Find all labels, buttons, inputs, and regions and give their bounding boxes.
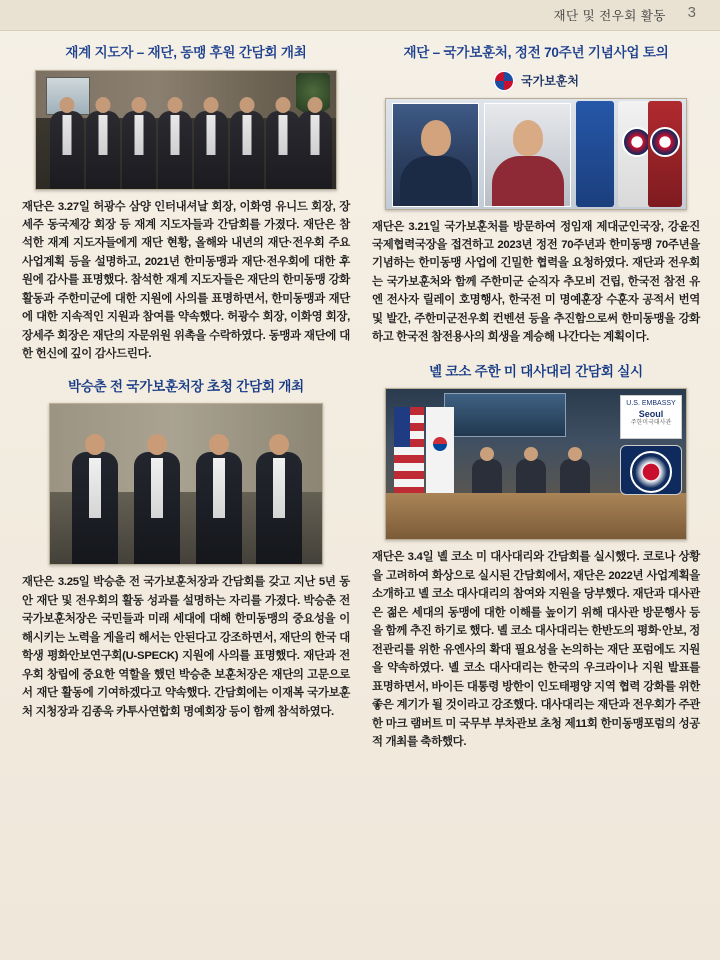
article-body: 재단은 3.25일 박승춘 전 국가보훈처장과 간담회를 갖고 지난 5년 동안 재단 및 전우회의 활동 성과를 설명하는 자리를 가졌다. 박승춘 전 국가보훈처장은 국민들과 미래 세대에 대해 한미동맹의 중요성을 이해시키는 노력을 게을리 해서는 안된다고 강조하면서, 재단의 한국 대학생 평화안보연구회(U-SPECK) 지원에 사의를 표명했다. 재단과 전우회 창립에 중요한 역할을 했던 박승춘 보훈처장은 재단의 고문으로서 재단 활동에 기여하겠다고 약속했다. 간담회에는 이재복 국가보훈처 지청장과 김종욱 카투사연합회 명예회장 등이 함께 참석하였다.: [22, 576, 350, 718]
photo-person: [230, 111, 264, 189]
kusaf-emblem-card: [620, 445, 682, 495]
photo-person: [196, 452, 242, 564]
photo-person: [194, 111, 228, 189]
article-body: 재단은 3.21일 국가보훈처를 방문하여 정임재 제대군인국장, 강윤진 국제협력국장을 접견하고 2023년 정전 70주년과 한미동맹 70주년을 기념하는 한미동맹 사업에 긴밀한 협력을 요청하였다. 재단과 전우회는 국가보훈처와 함께 주한미군 순직자 추모비 건립, 한국전 참전 유엔 전사자 릴레이 호명행사, 한국전 미 명예훈장 수훈자 공적서 번역 및 발간, 주한미군전우회 컨벤션 등을 추진함으로써 한미동맹을 강화하고 한국전 참전용사의 희생을 계승해 나간다는 계획이다.: [372, 220, 700, 344]
article-body: 재단은 3.27일 허광수 삼양 인터내셔날 회장, 이화영 유니드 회장, 장세주 동국제강 회장 등 재계 지도자들과 간담회를 가졌다. 재단은 참석한 재계 지도자들에게 재단 현황, 올해와 내년의 재단·전우회 주요 사업계획 등을 설명하고, 2021년 한미동맹과 재단·전우회에 대한 후원에 감사를 표명했다. 참석한 재계 지도자들은 재단의 한미동맹 강화 활동과 주한미군에 대한 지원에 사의를 표명하면서, 한미동맹과 재단에 대한 지속적인 지원과 참여를 약속했다. 허광수 회장, 이화영 회장, 장세주 회장은 재단의 자문위원 위촉을 수락하였다. 동맹과 재단에 대한 헌신에 깊이 감사드린다.: [22, 200, 350, 361]
embassy-seal-card: [620, 395, 682, 439]
photo-person: [72, 452, 118, 564]
photo-person: [50, 111, 84, 189]
article-photo-roundtable: [49, 403, 323, 565]
header-title: 재단 및 전우회 활동: [553, 9, 666, 23]
mpva-logo: [372, 70, 700, 92]
article-right-top: [372, 44, 700, 347]
emblem-icon: [650, 127, 680, 157]
photo-uniform: [492, 156, 564, 206]
embassy-card-line2: Seoul: [638, 409, 664, 420]
photo-person: [266, 111, 300, 189]
mpva-logo-label: 국가보훈처: [521, 74, 579, 89]
article-title: 박승춘 전 국가보훈처장 초청 간담회 개최: [67, 378, 305, 394]
article-right-bottom: [372, 363, 700, 752]
us-flag-icon: [394, 407, 424, 499]
photo-uniform: [400, 156, 472, 206]
article-photo-portraits: [385, 98, 687, 210]
photo-person: [256, 452, 302, 564]
photo-person: [158, 111, 192, 189]
emblem-icon: [630, 451, 672, 493]
right-column: [372, 44, 700, 762]
page-number: 3: [687, 4, 696, 21]
photo-person: [298, 111, 332, 189]
photo-banner: [648, 101, 682, 207]
photo-portrait: [392, 103, 479, 207]
page-header: [0, 0, 720, 31]
article-body: 재단은 3.4일 녤 코소 미 대사대리와 간담회를 실시했다. 코로나 상황을 고려하여 화상으로 실시된 간담회에서, 재단은 2022년 사업계획을 소개하고 녤 코소 대사대리의 참여와 지원을 당부했다. 재단과 대사관은 젊은 세대의 동맹에 대한 이해를 높이기 위해 대사관 방문행사 등을 함께 추진 하기로 했다. 녤 코소 대사대리는 한반도의 평화·안보, 정전관리를 위한 유엔사의 확대 필요성을 논의하는 재단 포럼에도 지원을 약속하였다. 녤 코소 대사대리는 한국의 우크라이나 지원 발표를 표명하면서, 바이든 대통령 방한이 인도태평양 지역 협력 강화를 위한 좋은 계기가 될 것이라고 강조했다. 대사대리는 재단과 전우회가 주관한 마크 램버트 미 국무부 부차관보 초청 제11회 한미동맹포럼의 성공적 개최를 축하했다.: [372, 551, 700, 749]
article-photo-group-leaders: [35, 70, 337, 190]
embassy-card-line1: U.S. EMBASSY: [626, 400, 676, 408]
article-title: 재단 – 국가보훈처, 정전 70주년 기념사업 토의: [403, 45, 669, 60]
taegeuk-icon: [493, 70, 515, 92]
photo-face: [421, 120, 451, 156]
photo-person: [122, 111, 156, 189]
photo-portrait: [484, 103, 571, 207]
article-left-bottom: [22, 378, 350, 721]
photo-person: [86, 111, 120, 189]
article-photo-embassy-meeting: [385, 388, 687, 540]
article-title: 녤 코소 주한 미 대사대리 간담회 실시: [429, 363, 643, 379]
korea-flag-icon: [426, 407, 454, 499]
article-left-top: [22, 44, 350, 364]
photo-video-screen: [444, 393, 566, 437]
photo-table: [386, 493, 686, 539]
left-column: [22, 44, 350, 731]
embassy-card-line3: 주한미국대사관: [630, 420, 672, 427]
photo-banner: [576, 101, 614, 207]
photo-person: [134, 452, 180, 564]
article-title: 재계 지도자 – 재단, 동맹 후원 간담회 개최: [65, 45, 307, 60]
photo-face: [513, 120, 543, 156]
